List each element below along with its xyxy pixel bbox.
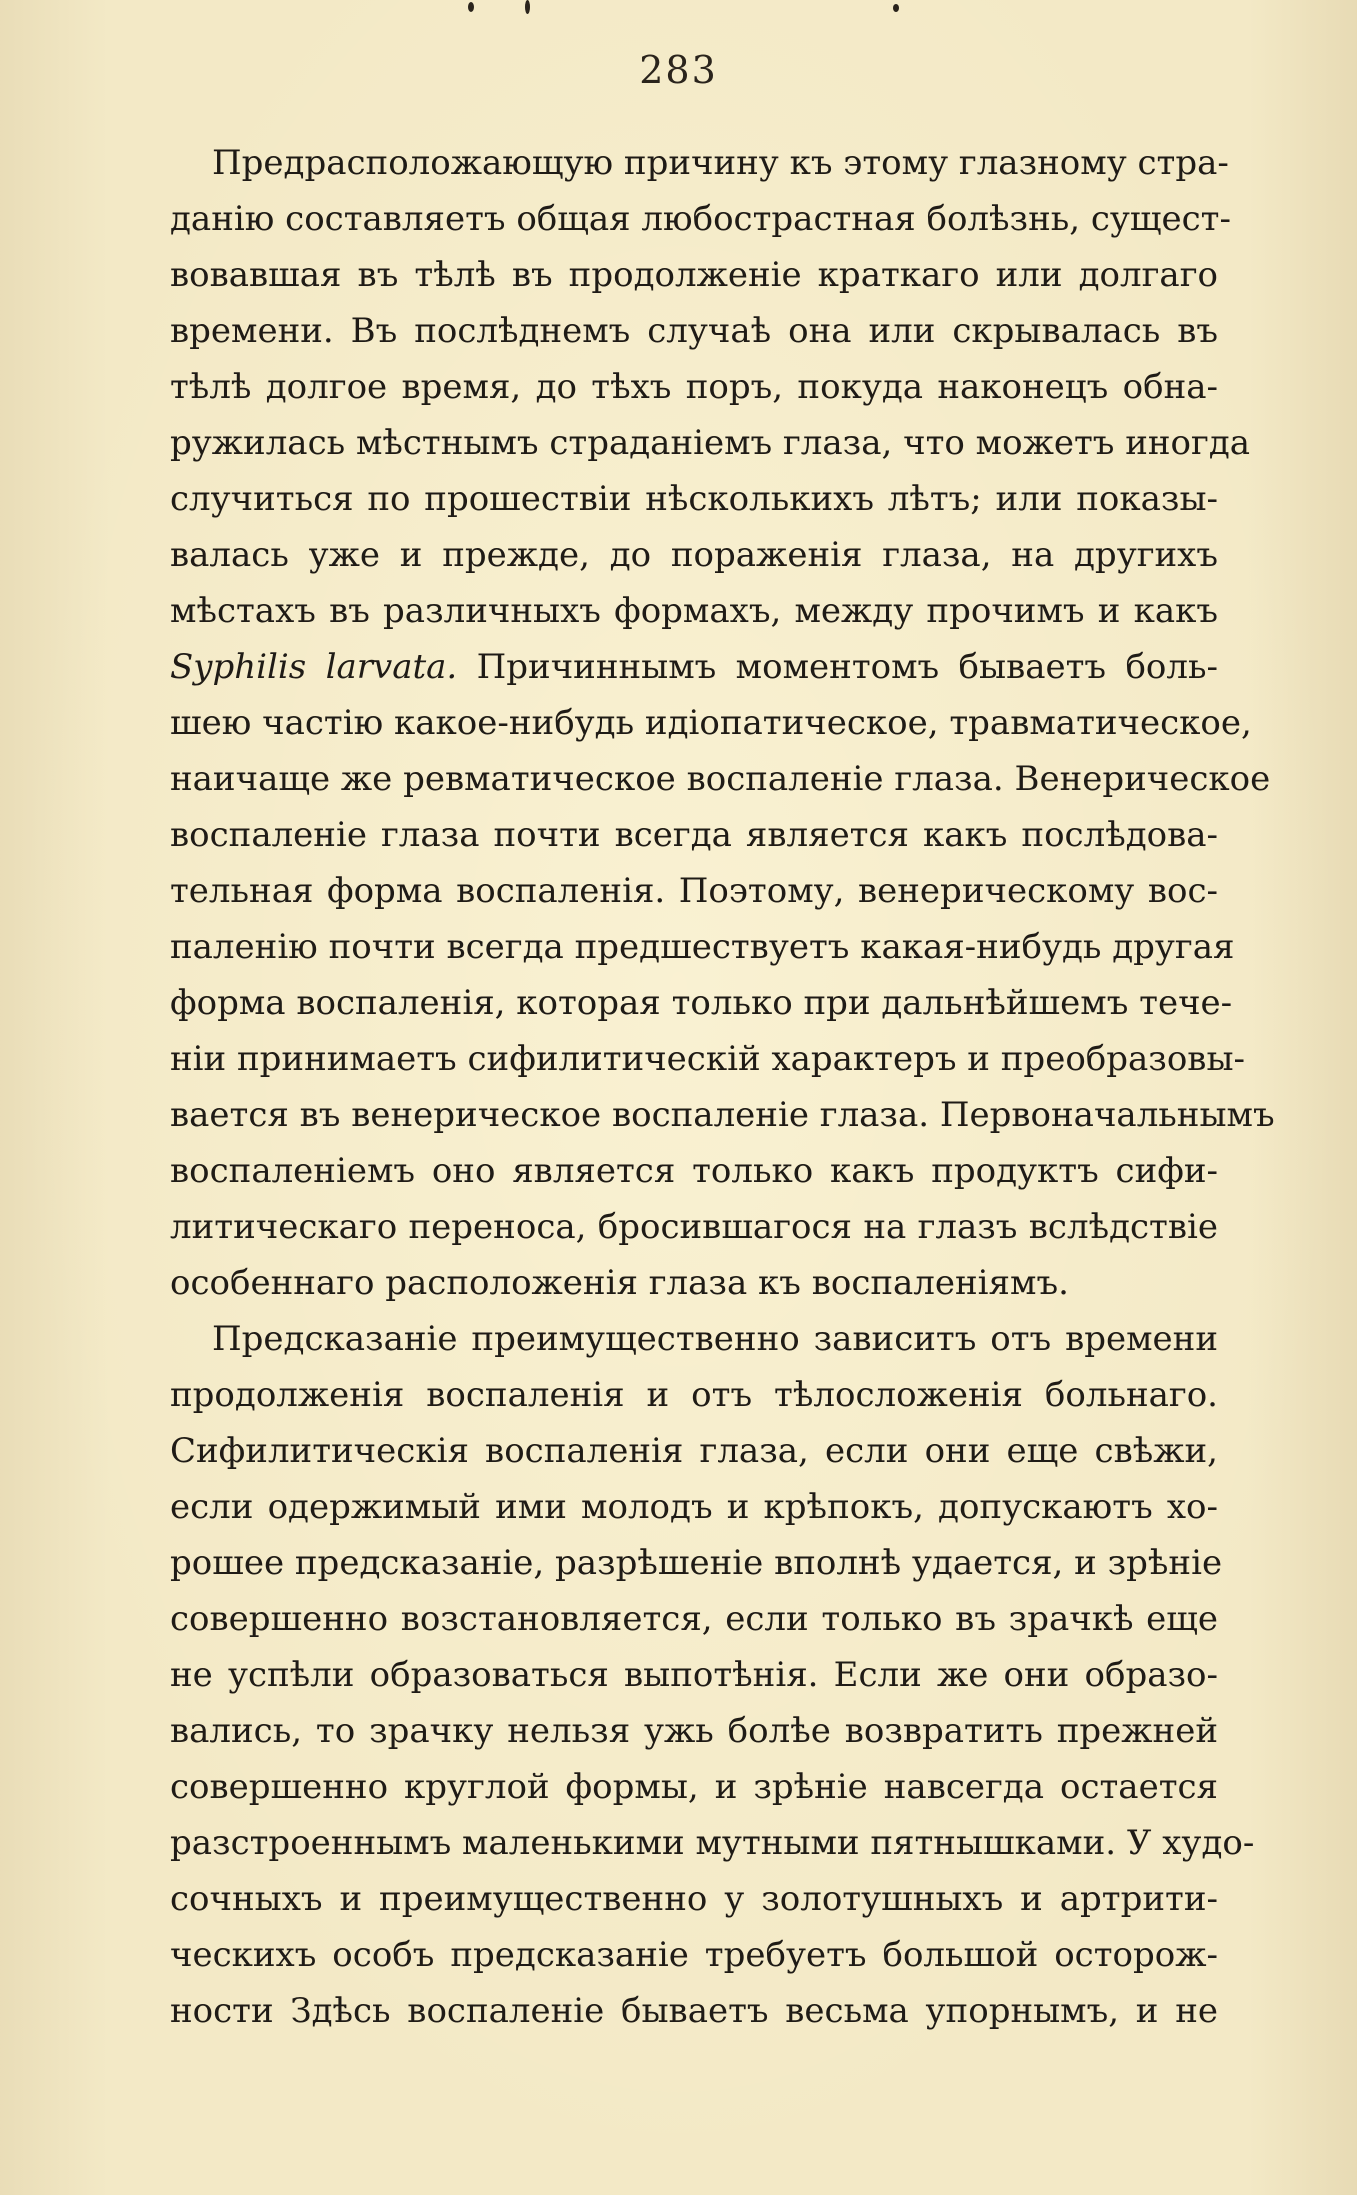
paragraph-2: [128, 1311, 1255, 2039]
text-line: рошее предсказаніе, разрѣшеніе вполнѣ удается, и зрѣніе: [170, 1543, 1223, 1583]
text-line: продолженія воспаленія и отъ тѣлосложенія больнаго.: [170, 1375, 1218, 1415]
text-line: сочныхъ и преимущественно у золотушныхъ и артрити-: [170, 1879, 1218, 1919]
text-line: ніи принимаетъ сифилитическій характеръ и преобразовы-: [170, 1039, 1246, 1079]
ink-speck: [525, 0, 530, 14]
text-line: не успѣли образоваться выпотѣнія. Если же они образо-: [170, 1655, 1218, 1695]
text-line: валась уже и прежде, до пораженія глаза, на другихъ: [170, 535, 1218, 575]
text-line: ческихъ особъ предсказаніе требуетъ большой осторож-: [170, 1935, 1218, 1975]
text-line: ности Здѣсь воспаленіе бываетъ весьма упорнымъ, и не: [170, 1991, 1218, 2031]
text-line: паленію почти всегда предшествуетъ какая-нибудь другая: [170, 927, 1235, 967]
text-line: случиться по прошествіи нѣсколькихъ лѣтъ; или показы-: [170, 479, 1218, 519]
latin-phrase: Syphilis larvata.: [170, 647, 458, 687]
text-line: вовавшая въ тѣлѣ въ продолженіе краткаго или долгаго: [170, 255, 1218, 295]
page-text: [128, 135, 1275, 2039]
text-line: совершенно возстановляется, если только въ зрачкѣ еще: [170, 1599, 1218, 1639]
text-line: Сифилитическія воспаленія глаза, если они еще свѣжи,: [170, 1431, 1218, 1471]
text-line: вались, то зрачку нельзя ужь болѣе возвратить прежней: [170, 1711, 1218, 1751]
text-line: Предрасположающую причину къ этому глазному стра-: [212, 143, 1229, 183]
text-line: разстроеннымъ маленькими мутными пятнышками. У худо-: [170, 1823, 1255, 1863]
text-line-latin: [128, 639, 1218, 695]
text-line: если одержимый ими молодъ и крѣпокъ, допускаютъ хо-: [170, 1487, 1218, 1527]
text-line: шею частію какое-нибудь идіопатическое, травматическое,: [170, 703, 1252, 743]
paragraph-1: [128, 135, 1275, 1311]
ink-speck: [893, 4, 899, 12]
text-line: воспаленіемъ оно является только какъ продуктъ сифи-: [170, 1151, 1218, 1191]
text-line: вается въ венерическое воспаленіе глаза. Первоначальнымъ: [170, 1095, 1275, 1135]
text-line: особеннаго расположенія глаза къ воспаленіямъ.: [170, 1263, 1069, 1303]
text-line: ружилась мѣстнымъ страданіемъ глаза, что можетъ иногда: [170, 423, 1251, 463]
text-fragment: Причиннымъ моментомъ бываетъ боль-: [457, 647, 1218, 687]
text-line: данію составляетъ общая любострастная болѣзнь, сущест-: [170, 199, 1231, 239]
text-line: мѣстахъ въ различныхъ формахъ, между прочимъ и какъ: [170, 591, 1218, 631]
text-line: литическаго переноса, бросившагося на глазъ вслѣдствіе: [170, 1207, 1218, 1247]
text-line: тѣлѣ долгое время, до тѣхъ поръ, покуда наконецъ обна-: [170, 367, 1218, 407]
text-line: воспаленіе глаза почти всегда является какъ послѣдова-: [170, 815, 1218, 855]
text-line: форма воспаленія, которая только при дальнѣйшемъ тече-: [170, 983, 1233, 1023]
ink-speck: [468, 2, 474, 12]
page-number: 283: [639, 48, 718, 92]
text-line: времени. Въ послѣднемъ случаѣ она или скрывалась въ: [170, 311, 1218, 351]
text-line: Предсказаніе преимущественно зависитъ отъ времени: [212, 1319, 1218, 1359]
text-line: совершенно круглой формы, и зрѣніе навсегда остается: [170, 1767, 1218, 1807]
text-line: тельная форма воспаленія. Поэтому, венерическому вос-: [170, 871, 1218, 911]
text-line: наичаще же ревматическое воспаленіе глаза. Венерическое: [170, 759, 1271, 799]
